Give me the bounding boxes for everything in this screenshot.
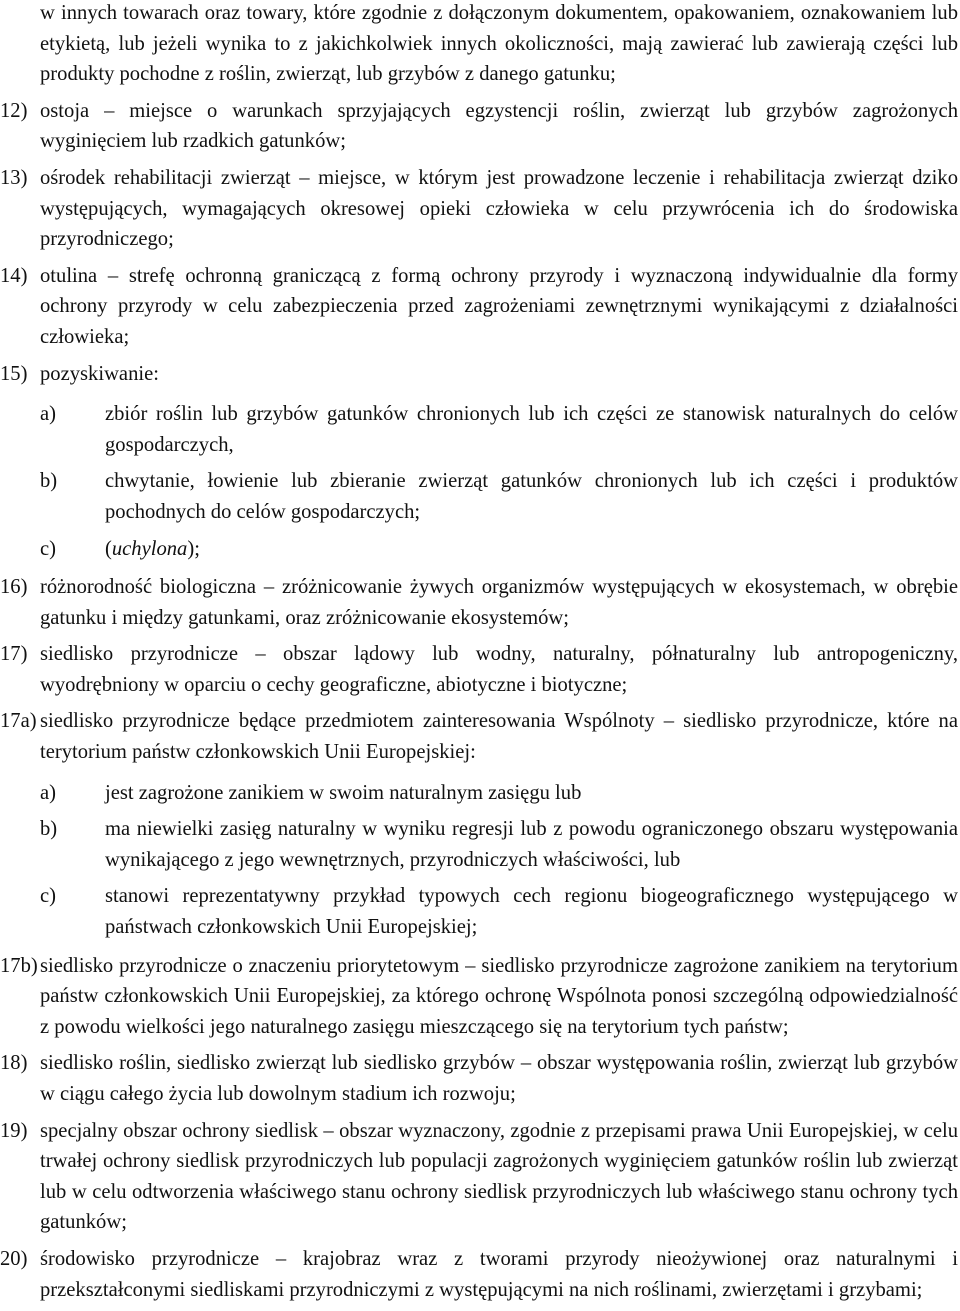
item-text: ostoja – miejsce o warunkach sprzyjających egzystencji roślin, zwierząt lub grzybów zagrożonych wyginięciem lub rzadkich gatunków; — [40, 99, 958, 153]
intro-continuation: w innych towarach oraz towary, które zgodnie z dołączonym dokumentem, opakowaniem, oznakowaniem lub etykietą, lub jeżeli wynika to z jakichkolwiek innych okoliczności, mają zawierać lub zawierają części lub produkty pochodne z roślin, zwierząt, lub grzybów z danego gatunku; — [40, 2, 958, 86]
definition-item-14 — [0, 261, 958, 353]
item-number: 20) — [0, 1247, 28, 1270]
definition-item-17b — [0, 951, 958, 1043]
subitem-letter: c) — [40, 885, 56, 908]
item-number: 13) — [0, 166, 28, 189]
subitem-15-a — [40, 399, 958, 460]
subitem-text — [105, 534, 958, 565]
subitem-17a-c — [40, 881, 958, 942]
item-text: siedlisko przyrodnicze będące przedmiotem zainteresowania Wspólnoty – siedlisko przyrodnicze, które na terytorium państw członkowskich Unii Europejskiej: — [40, 710, 958, 764]
item-number: 14) — [0, 264, 28, 287]
subitem-text: jest zagrożone zanikiem w swoim naturalnym zasięgu lub — [105, 781, 582, 804]
item-text: siedlisko przyrodnicze o znaczeniu priorytetowym – siedlisko przyrodnicze zagrożone zanikiem na terytorium państw członkowskich Unii Europejskiej, za którego ochronę Wspólnota ponosi szczególną odpowiedzialność z powodu wielkości jego naturalnego zasięgu mieszczącego się na terytorium tych państw; — [40, 954, 958, 1038]
subitem-letter: a) — [40, 403, 56, 426]
subitem-letter: a) — [40, 781, 56, 804]
definition-item-20 — [0, 1244, 958, 1305]
definition-item-17 — [0, 639, 958, 700]
subitem-letter: b) — [40, 818, 58, 841]
item-text: siedlisko przyrodnicze – obszar lądowy lub wodny, naturalny, półnaturalny lub antropogeniczny, wyodrębniony w oparciu o cechy geograficzne, abiotyczne i biotyczne; — [40, 643, 958, 696]
subitem-letter: c) — [40, 537, 56, 560]
item-text: specjalny obszar ochrony siedlisk – obszar wyznaczony, zgodnie z przepisami prawa Unii Europejskiej, w celu trwałej ochrony siedlisk przyrodniczych lub populacji zagrożonych wyginięciem gatunków roślin lub zwierząt lub w celu odtworzenia właściwego stanu ochrony siedlisk przyrodniczych lub właściwego stanu ochrony tych gatunków; — [40, 1119, 958, 1234]
subitem-15-b — [40, 466, 958, 527]
repealed-label: uchylona — [111, 537, 188, 560]
paren-close: ); — [187, 537, 200, 560]
item-number: 15) — [0, 362, 28, 385]
subitem-text: ma niewielki zasięg naturalny w wyniku regresji lub z powodu ograniczonego obszaru występowania wynikającego z jego wewnętrznych, przyrodniczych właściwości, lub — [105, 818, 958, 871]
definition-item-13 — [0, 163, 958, 255]
item-text: różnorodność biologiczna – zróżnicowanie żywych organizmów występujących w ekosystemach, w obrębie gatunku i między gatunkami, oraz zróżnicowanie ekosystemów; — [40, 576, 958, 629]
definition-item-18 — [0, 1048, 958, 1109]
item-text: siedlisko roślin, siedlisko zwierząt lub siedlisko grzybów – obszar występowania roślin, zwierząt lub grzybów w ciągu całego życia lub dowolnym stadium ich rozwoju; — [40, 1052, 958, 1105]
subitem-text: zbiór roślin lub grzybów gatunków chronionych lub ich części ze stanowisk naturalnych do celów gospodarczych, — [105, 403, 958, 456]
item-number: 18) — [0, 1052, 28, 1075]
subitem-15-c — [40, 534, 958, 565]
item-number: 16) — [0, 576, 28, 599]
subitem-text: stanowi reprezentatywny przykład typowych cech regionu biogeograficznego występującego w państwach członkowskich Unii Europejskiej; — [105, 885, 958, 939]
item-number: 12) — [0, 99, 28, 122]
definition-item-17a — [0, 706, 958, 767]
subitem-text: chwytanie, łowienie lub zbieranie zwierząt gatunków chronionych lub ich części i produktów pochodnych do celów gospodarczych; — [105, 470, 958, 523]
definition-item-16 — [0, 572, 958, 633]
subitem-17a-a — [40, 778, 958, 809]
item-number: 17b) — [0, 954, 38, 977]
item-text: środowisko przyrodnicze – krajobraz wraz z tworami przyrody nieożywionej oraz naturalnymi i przekształconymi siedliskami przyrodniczymi z występującymi na nich roślinami, zwierzętami i grzybami; — [40, 1247, 958, 1301]
item-text: ośrodek rehabilitacji zwierząt – miejsce, w którym jest prowadzone leczenie i rehabilitacja zwierząt dziko występujących, wymagających okresowej opieki człowieka w celu przywrócenia ich do środowiska przyrodniczego; — [40, 166, 958, 251]
item-number: 17) — [0, 643, 28, 666]
definition-item-19 — [0, 1116, 958, 1238]
item-text: pozyskiwanie: — [40, 362, 159, 385]
subitem-letter: b) — [40, 470, 58, 493]
definition-item-15 — [0, 359, 958, 390]
subitem-17a-b — [40, 814, 958, 875]
item-number: 17a) — [0, 710, 37, 733]
definition-item-12 — [0, 96, 958, 157]
item-text: otulina – strefę ochronną graniczącą z formą ochrony przyrody i wyznaczoną indywidualnie dla formy ochrony przyrody w celu zabezpieczenia przed zagrożeniami zewnętrznymi wynikającymi z działalności człowieka; — [40, 264, 958, 348]
paren-open: ( — [105, 537, 112, 560]
item-number: 19) — [0, 1119, 28, 1142]
